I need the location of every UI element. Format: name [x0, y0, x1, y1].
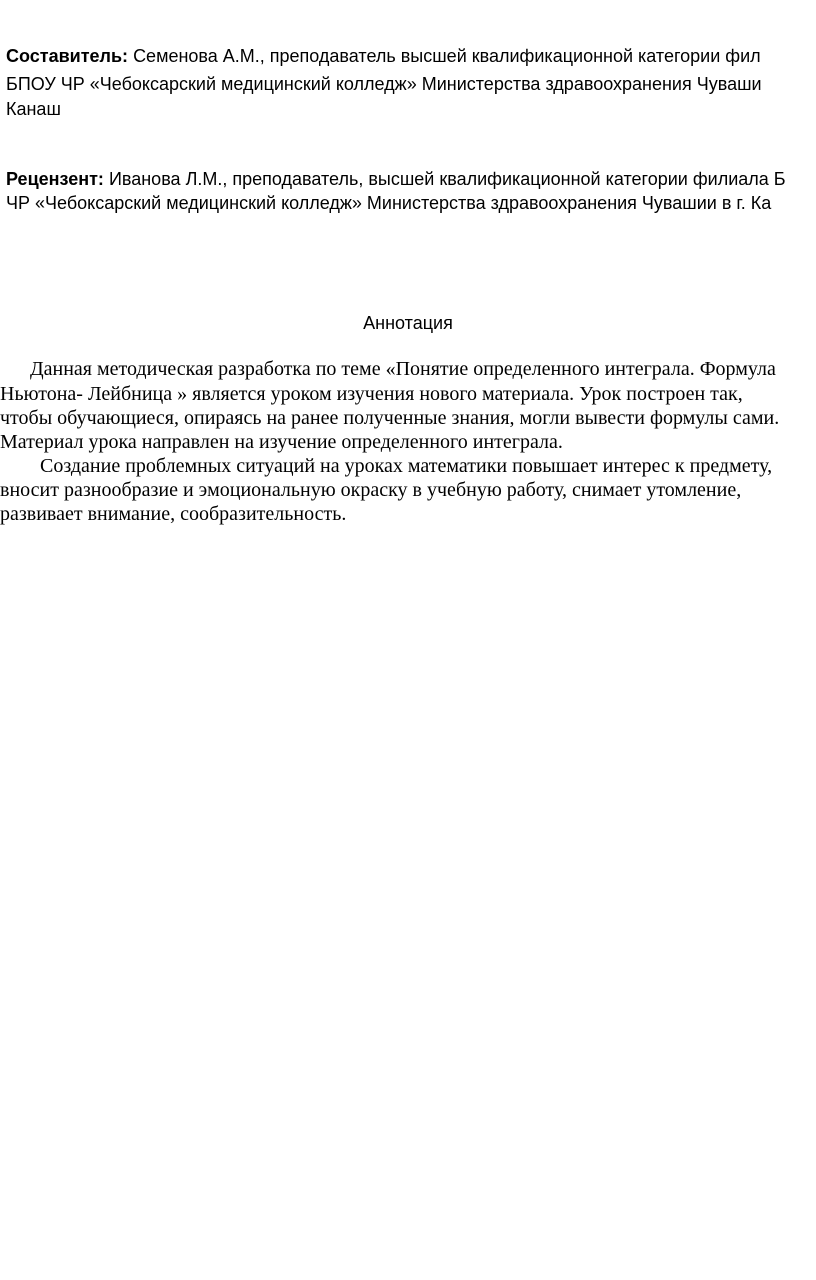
annotation-p1-line-2: Ньютона- Лейбница » является уроком изучения нового материала. Урок построен так,	[0, 383, 743, 405]
reviewer-label: Рецензент:	[6, 169, 104, 189]
compiler-label: Составитель:	[6, 46, 129, 66]
reviewer-text-1: Иванова Л.М., преподаватель, высшей квалификационной категории филиала Б	[108, 169, 786, 189]
annotation-p1-line-4: Материал урока направлен на изучение определенного интеграла.	[0, 431, 563, 453]
annotation-p1-line-1: Данная методическая разработка по теме «Понятие определенного интеграла. Формула	[30, 358, 776, 380]
annotation-p2-line-2: вносит разнообразие и эмоциональную окраску в учебную работу, снимает утомление,	[0, 479, 742, 501]
reviewer-line-2: ЧР «Чебоксарский медицинский колледж» Министерства здравоохранения Чувашии в г. Ка	[6, 193, 772, 213]
compiler-line-1	[6, 44, 816, 68]
annotation-heading: Аннотация	[363, 313, 453, 333]
reviewer-line-1	[6, 167, 816, 191]
compiler-line-2: БПОУ ЧР «Чебоксарский медицинский колледж» Министерства здравоохранения Чуваши	[6, 74, 762, 94]
annotation-p2-line-1: Создание проблемных ситуаций на уроках математики повышает интерес к предмету,	[40, 455, 773, 477]
compiler-line-3: Канаш	[6, 99, 61, 119]
annotation-p2-line-3: развивает внимание, сообразительность.	[0, 503, 347, 525]
compiler-text-1: Семенова А.М., преподаватель высшей квалификационной категории фил	[133, 46, 761, 66]
annotation-p1-line-3: чтобы обучающиеся, опираясь на ранее полученные знания, могли вывести формулы сами.	[0, 407, 780, 429]
